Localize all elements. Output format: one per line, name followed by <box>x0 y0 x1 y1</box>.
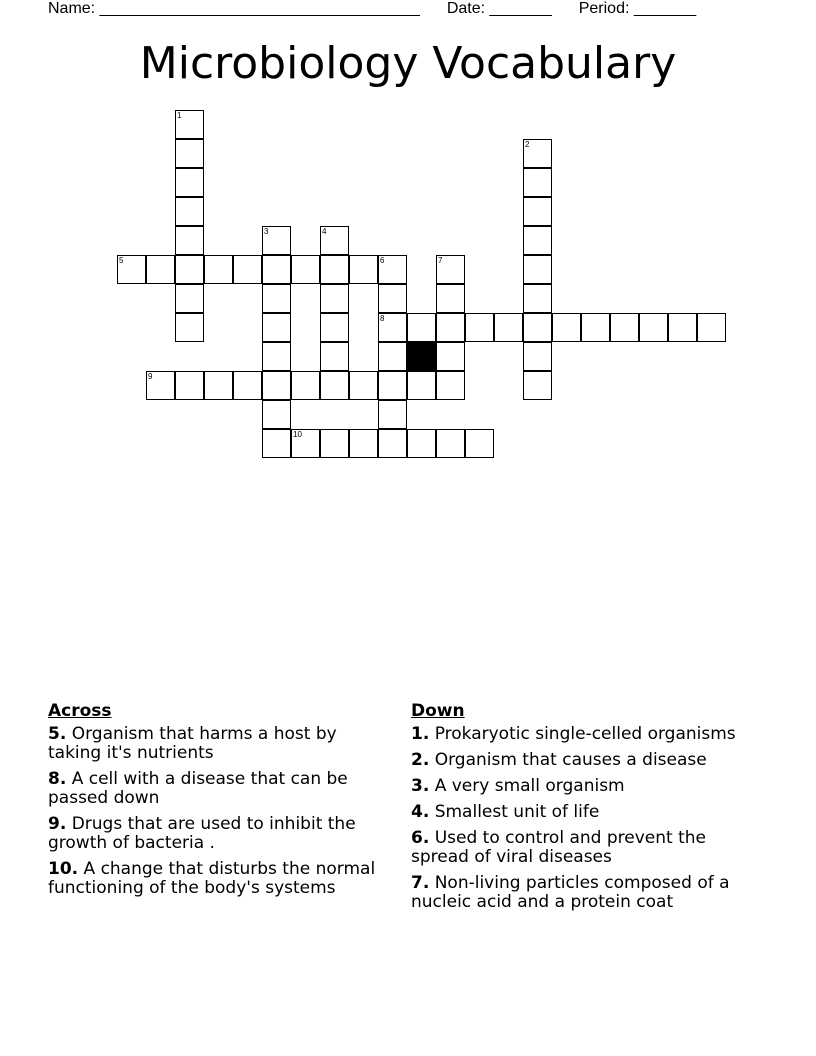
answer-square[interactable] <box>378 400 407 429</box>
clue-text: Prokaryotic single-celled organisms <box>434 724 736 744</box>
answer-square[interactable] <box>320 371 349 400</box>
clue-down-2 <box>411 751 761 770</box>
answer-square[interactable] <box>523 255 552 284</box>
answer-square[interactable] <box>320 255 349 284</box>
answer-square[interactable] <box>262 400 291 429</box>
answer-square[interactable] <box>320 226 349 255</box>
answer-square[interactable] <box>233 371 262 400</box>
name-field-label[interactable]: Name: ____________________________________ <box>48 0 420 17</box>
answer-square[interactable] <box>668 313 697 342</box>
answer-square[interactable] <box>117 255 146 284</box>
answer-square[interactable] <box>175 226 204 255</box>
answer-square[interactable] <box>204 371 233 400</box>
clue-text: A very small organism <box>434 776 625 796</box>
answer-square[interactable] <box>378 342 407 371</box>
answer-square[interactable] <box>436 342 465 371</box>
period-field-label[interactable]: Period: _______ <box>578 0 697 17</box>
clue-across-8 <box>48 770 388 808</box>
clue-text: A cell with a disease that can be passed down <box>48 769 348 808</box>
answer-square[interactable] <box>146 371 175 400</box>
answer-square[interactable] <box>204 255 233 284</box>
answer-square[interactable] <box>262 284 291 313</box>
answer-square[interactable] <box>552 313 581 342</box>
down-clues <box>411 702 761 919</box>
answer-square[interactable] <box>320 284 349 313</box>
answer-square[interactable] <box>320 313 349 342</box>
answer-square[interactable] <box>639 313 668 342</box>
clue-number: 3. <box>411 776 430 796</box>
answer-square[interactable] <box>610 313 639 342</box>
answer-square[interactable] <box>378 429 407 458</box>
answer-square[interactable] <box>262 313 291 342</box>
across-heading: Across <box>48 701 112 721</box>
answer-square[interactable] <box>320 342 349 371</box>
clue-number: 8. <box>48 769 67 789</box>
answer-square[interactable] <box>291 371 320 400</box>
clue-down-3 <box>411 777 761 796</box>
clue-text: A change that disturbs the normal functioning of the body's systems <box>48 859 376 898</box>
answer-square[interactable] <box>320 429 349 458</box>
answer-square[interactable] <box>175 139 204 168</box>
answer-square[interactable] <box>523 342 552 371</box>
clue-number: 5. <box>48 724 67 744</box>
square-number: 2 <box>525 140 530 149</box>
clue-down-4 <box>411 803 761 822</box>
answer-square[interactable] <box>436 284 465 313</box>
answer-square[interactable] <box>175 168 204 197</box>
answer-square[interactable] <box>175 284 204 313</box>
clue-across-9 <box>48 815 388 853</box>
answer-square[interactable] <box>262 429 291 458</box>
clue-number: 4. <box>411 802 430 822</box>
answer-square[interactable] <box>494 313 523 342</box>
answer-square[interactable] <box>436 255 465 284</box>
answer-square[interactable] <box>262 342 291 371</box>
square-number: 7 <box>438 256 443 265</box>
answer-square[interactable] <box>697 313 726 342</box>
answer-square[interactable] <box>291 429 320 458</box>
date-field-label[interactable]: Date: _______ <box>446 0 552 17</box>
clue-text: Smallest unit of life <box>434 802 600 822</box>
crossword-grid <box>0 0 816 480</box>
answer-square[interactable] <box>523 313 552 342</box>
square-number: 5 <box>119 256 124 265</box>
answer-square[interactable] <box>523 168 552 197</box>
answer-square[interactable] <box>378 255 407 284</box>
square-number: 3 <box>264 227 269 236</box>
page-title: Microbiology Vocabulary <box>139 38 677 89</box>
answer-square[interactable] <box>233 255 262 284</box>
answer-square[interactable] <box>175 313 204 342</box>
clue-down-1 <box>411 725 761 744</box>
answer-square[interactable] <box>378 284 407 313</box>
across-clues <box>48 702 388 905</box>
blocked-square <box>407 342 436 371</box>
clue-number: 6. <box>411 828 430 848</box>
answer-square[interactable] <box>523 226 552 255</box>
answer-square[interactable] <box>436 313 465 342</box>
answer-square[interactable] <box>436 371 465 400</box>
square-number: 10 <box>293 430 302 439</box>
answer-square[interactable] <box>465 313 494 342</box>
clue-across-5 <box>48 725 388 763</box>
clue-number: 2. <box>411 750 430 770</box>
answer-square[interactable] <box>407 313 436 342</box>
square-number: 9 <box>148 372 153 381</box>
answer-square[interactable] <box>175 110 204 139</box>
answer-square[interactable] <box>175 371 204 400</box>
clue-text: Used to control and prevent the spread of viral diseases <box>411 828 706 867</box>
down-heading: Down <box>411 701 465 721</box>
clue-down-6 <box>411 829 761 867</box>
square-number: 8 <box>380 314 385 323</box>
answer-square[interactable] <box>175 255 204 284</box>
clue-number: 7. <box>411 873 430 893</box>
answer-square[interactable] <box>523 139 552 168</box>
clue-across-10 <box>48 860 388 898</box>
answer-square[interactable] <box>436 429 465 458</box>
answer-square[interactable] <box>407 371 436 400</box>
answer-square[interactable] <box>407 429 436 458</box>
answer-square[interactable] <box>175 197 204 226</box>
answer-square[interactable] <box>291 255 320 284</box>
clue-down-7 <box>411 874 761 912</box>
clue-text: Organism that causes a disease <box>434 750 707 770</box>
answer-square[interactable] <box>378 371 407 400</box>
answer-square[interactable] <box>146 255 175 284</box>
square-number: 4 <box>322 227 327 236</box>
answer-square[interactable] <box>523 284 552 313</box>
answer-square[interactable] <box>581 313 610 342</box>
clue-number: 9. <box>48 814 67 834</box>
clue-text: Non-living particles composed of a nucleic acid and a protein coat <box>411 873 730 912</box>
answer-square[interactable] <box>523 197 552 226</box>
answer-square[interactable] <box>349 255 378 284</box>
answer-square[interactable] <box>262 371 291 400</box>
square-number: 1 <box>177 111 182 120</box>
answer-square[interactable] <box>465 429 494 458</box>
clue-text: Drugs that are used to inhibit the growth of bacteria . <box>48 814 356 853</box>
answer-square[interactable] <box>349 371 378 400</box>
clue-text: Organism that harms a host by taking it's nutrients <box>48 724 337 763</box>
clue-number: 1. <box>411 724 430 744</box>
clue-number: 10. <box>48 859 79 879</box>
answer-square[interactable] <box>378 313 407 342</box>
square-number: 6 <box>380 256 385 265</box>
answer-square[interactable] <box>262 255 291 284</box>
answer-square[interactable] <box>262 226 291 255</box>
answer-square[interactable] <box>523 371 552 400</box>
answer-square[interactable] <box>349 429 378 458</box>
